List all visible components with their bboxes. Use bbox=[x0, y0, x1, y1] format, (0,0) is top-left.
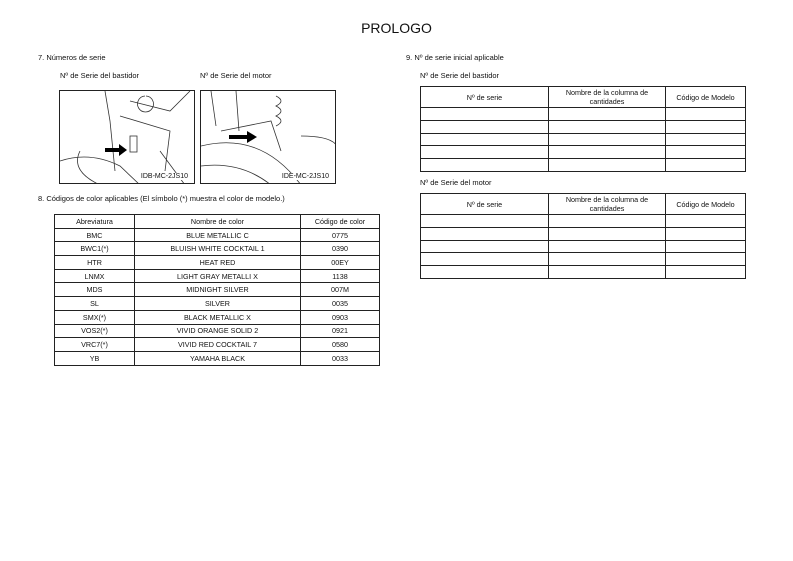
header-cell: Nº de serie bbox=[421, 194, 549, 215]
empty-cell bbox=[549, 266, 666, 279]
abbreviation-cell: SL bbox=[55, 297, 135, 311]
color-code-cell: 1138 bbox=[301, 269, 380, 283]
color-name-cell: LIGHT GRAY METALLI X bbox=[135, 269, 301, 283]
frame-serial-table bbox=[420, 86, 746, 172]
abbreviation-cell: BMC bbox=[55, 228, 135, 242]
table-row bbox=[421, 146, 746, 159]
color-name-cell: BLACK METALLIC X bbox=[135, 310, 301, 324]
empty-cell bbox=[666, 253, 746, 266]
table-row bbox=[55, 256, 380, 270]
color-code-cell: 0921 bbox=[301, 324, 380, 338]
abbreviation-cell: VRC7(*) bbox=[55, 338, 135, 352]
table-row bbox=[55, 338, 380, 352]
empty-cell bbox=[421, 146, 549, 159]
table-row bbox=[55, 242, 380, 256]
color-code-cell: 00EY bbox=[301, 256, 380, 270]
empty-cell bbox=[666, 266, 746, 279]
table-row bbox=[421, 240, 746, 253]
table-row bbox=[421, 253, 746, 266]
color-code-cell: 0775 bbox=[301, 228, 380, 242]
color-name-cell: MIDNIGHT SILVER bbox=[135, 283, 301, 297]
engine-serial-label: Nº de Serie del motor bbox=[200, 71, 272, 80]
abbreviation-cell: SMX(*) bbox=[55, 310, 135, 324]
empty-cell bbox=[549, 120, 666, 133]
empty-cell bbox=[421, 120, 549, 133]
color-name-cell: BLUISH WHITE COCKTAIL 1 bbox=[135, 242, 301, 256]
table-row bbox=[421, 108, 746, 121]
empty-cell bbox=[666, 159, 746, 172]
color-code-cell: 0033 bbox=[301, 351, 380, 365]
table-row bbox=[421, 266, 746, 279]
arrow-icon bbox=[105, 144, 127, 156]
frame-serial-label: Nº de Serie del bastidor bbox=[60, 71, 140, 80]
color-code-cell: 007M bbox=[301, 283, 380, 297]
arrow-icon bbox=[229, 131, 257, 143]
color-code-table bbox=[54, 214, 380, 366]
empty-cell bbox=[549, 253, 666, 266]
frame-serial-table-label: Nº de Serie del bastidor bbox=[420, 71, 500, 80]
abbreviation-cell: HTR bbox=[55, 256, 135, 270]
header-cell: Nombre de la columna de cantidades bbox=[549, 87, 666, 108]
table-row bbox=[55, 228, 380, 242]
engine-serial-illustration bbox=[200, 90, 336, 184]
empty-cell bbox=[421, 133, 549, 146]
header-cell: Nombre de la columna de cantidades bbox=[549, 194, 666, 215]
frame-serial-illustration bbox=[59, 90, 195, 184]
table-row bbox=[421, 215, 746, 228]
section-7-heading: 7. Números de serie bbox=[38, 53, 106, 62]
color-name-cell: SILVER bbox=[135, 297, 301, 311]
empty-cell bbox=[666, 133, 746, 146]
empty-cell bbox=[421, 266, 549, 279]
color-code-cell: 0580 bbox=[301, 338, 380, 352]
empty-cell bbox=[549, 108, 666, 121]
abbreviation-cell: LNMX bbox=[55, 269, 135, 283]
section-9-heading: 9. Nº de serie inicial aplicable bbox=[406, 53, 504, 62]
section-8-heading: 8. Códigos de color aplicables (El símbolo (*) muestra el color de modelo.) bbox=[38, 194, 285, 203]
abbreviation-cell: YB bbox=[55, 351, 135, 365]
empty-cell bbox=[666, 108, 746, 121]
color-name-cell: VIVID RED COCKTAIL 7 bbox=[135, 338, 301, 352]
frame-drawing bbox=[60, 91, 195, 184]
color-name-cell: BLUE METALLIC C bbox=[135, 228, 301, 242]
empty-cell bbox=[549, 215, 666, 228]
header-abbreviation: Abreviatura bbox=[55, 215, 135, 229]
color-code-cell: 0035 bbox=[301, 297, 380, 311]
empty-cell bbox=[549, 146, 666, 159]
header-color-name: Nombre de color bbox=[135, 215, 301, 229]
empty-cell bbox=[421, 215, 549, 228]
table-row bbox=[55, 283, 380, 297]
empty-cell bbox=[421, 227, 549, 240]
color-name-cell: VIVID ORANGE SOLID 2 bbox=[135, 324, 301, 338]
table-row bbox=[55, 310, 380, 324]
empty-cell bbox=[421, 240, 549, 253]
table-row bbox=[421, 133, 746, 146]
color-name-cell: HEAT RED bbox=[135, 256, 301, 270]
empty-cell bbox=[666, 240, 746, 253]
table-header-row bbox=[421, 87, 746, 108]
table-row bbox=[55, 351, 380, 365]
empty-cell bbox=[666, 227, 746, 240]
frame-caption: IDB-MC-2JS10 bbox=[140, 173, 188, 180]
header-cell: Código de Modelo bbox=[666, 194, 746, 215]
engine-serial-table-label: Nº de Serie del motor bbox=[420, 178, 492, 187]
empty-cell bbox=[666, 215, 746, 228]
engine-drawing bbox=[201, 91, 336, 184]
engine-caption: IDE-MC-2JS10 bbox=[281, 173, 329, 180]
page-title: PROLOGO bbox=[361, 20, 432, 36]
table-row bbox=[55, 324, 380, 338]
engine-serial-table bbox=[420, 193, 746, 279]
empty-cell bbox=[421, 159, 549, 172]
abbreviation-cell: MDS bbox=[55, 283, 135, 297]
empty-cell bbox=[549, 159, 666, 172]
table-row bbox=[421, 120, 746, 133]
table-header-row bbox=[421, 194, 746, 215]
table-row bbox=[421, 159, 746, 172]
empty-cell bbox=[421, 108, 549, 121]
empty-cell bbox=[421, 253, 549, 266]
empty-cell bbox=[666, 120, 746, 133]
color-code-cell: 0390 bbox=[301, 242, 380, 256]
header-cell: Nº de serie bbox=[421, 87, 549, 108]
empty-cell bbox=[549, 133, 666, 146]
table-row bbox=[55, 269, 380, 283]
header-color-code: Código de color bbox=[301, 215, 380, 229]
empty-cell bbox=[666, 146, 746, 159]
color-code-cell: 0903 bbox=[301, 310, 380, 324]
header-cell: Código de Modelo bbox=[666, 87, 746, 108]
empty-cell bbox=[549, 240, 666, 253]
empty-cell bbox=[549, 227, 666, 240]
abbreviation-cell: VOS2(*) bbox=[55, 324, 135, 338]
color-name-cell: YAMAHA BLACK bbox=[135, 351, 301, 365]
table-row bbox=[421, 227, 746, 240]
table-row bbox=[55, 297, 380, 311]
table-header-row bbox=[55, 215, 380, 229]
abbreviation-cell: BWC1(*) bbox=[55, 242, 135, 256]
